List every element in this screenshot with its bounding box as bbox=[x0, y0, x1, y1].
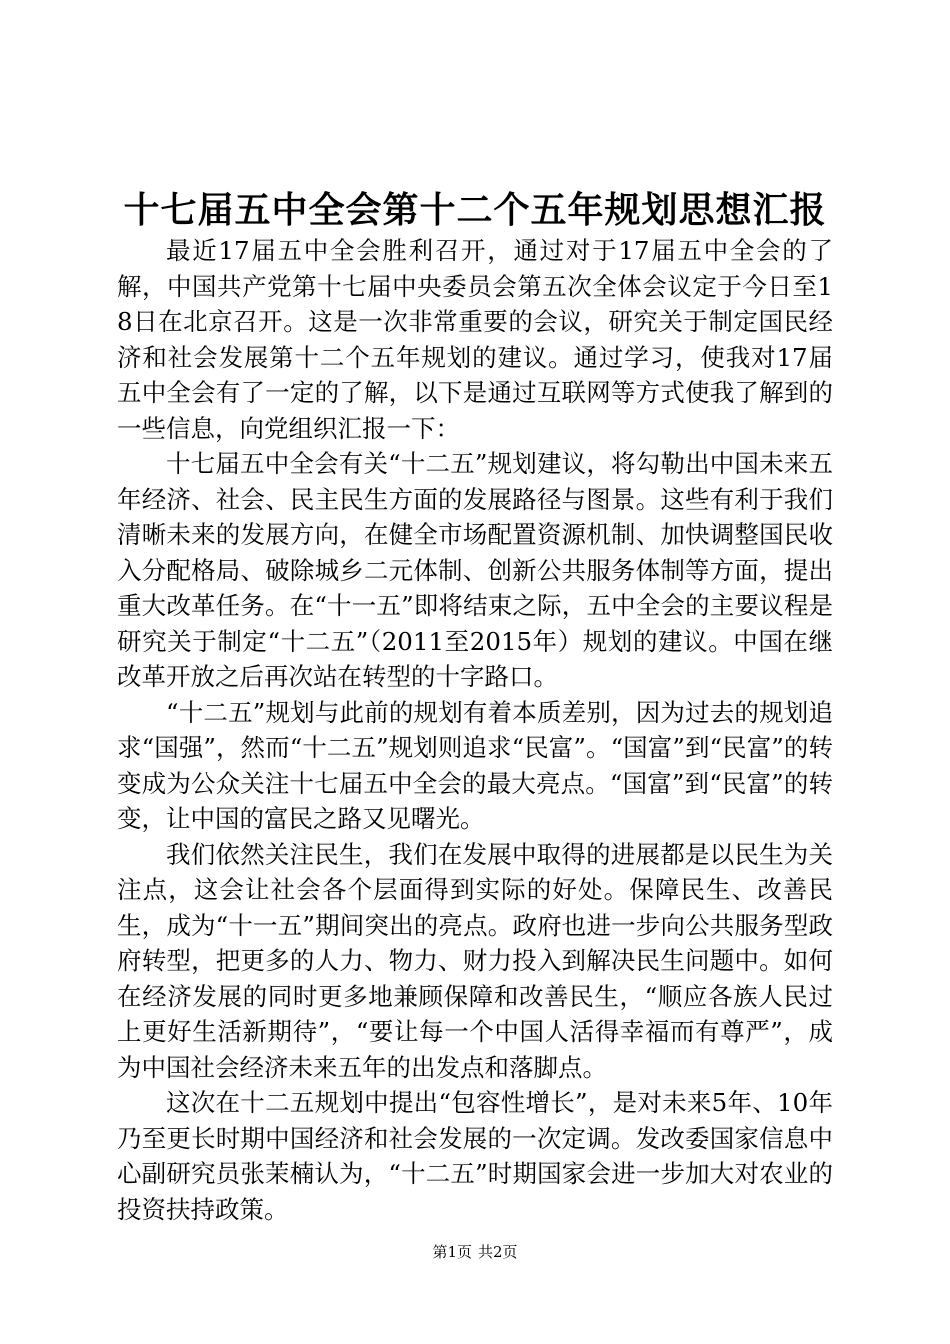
paragraph-1: 最近17届五中全会胜利召开，通过对于17届五中全会的了解，中国共产党第十七届中央委员会第五次全体会议定于今日至18日在北京召开。这是一次非常重要的会议，研究关于制定国民经济和社会发展第十二个五年规划的建议。通过学习，使我对17届五中全会有了一定的了解，以下是通过互联网等方式使我了解到的一些信息，向党组织汇报一下： bbox=[117, 236, 833, 443]
page-number-total: 共2页 bbox=[478, 1243, 518, 1261]
paragraph-4: 我们依然关注民生，我们在发展中取得的进展都是以民生为关注点，这会让社会各个层面得到实际的好处。保障民生、改善民生，成为“十一五”期间突出的亮点。政府也进一步向公共服务型政府转型，把更多的人力、物力、财力投入到解决民生问题中。如何在经济发展的同时更多地兼顾保障和改善民生，“顺应各族人民过上更好生活新期待”，“要让每一个中国人活得幸福而有尊严”，成为中国社会经济未来五年的出发点和落脚点。 bbox=[117, 839, 833, 1082]
paragraph-3: “十二五”规划与此前的规划有着本质差别，因为过去的规划追求“国强”，然而“十二五”规划则追求“民富”。“国富”到“民富”的转变成为公众关注十七届五中全会的最大亮点。“国富”到“民富”的转变，让中国的富民之路又见曙光。 bbox=[117, 697, 833, 833]
page-footer bbox=[0, 1242, 950, 1262]
document-body bbox=[117, 233, 833, 1227]
paragraph-2: 十七届五中全会有关“十二五”规划建议，将勾勒出中国未来五年经济、社会、民主民生方面的发展路径与图景。这些有利于我们清晰未来的发展方向，在健全市场配置资源机制、加快调整国民收入分配格局、破除城乡二元体制、创新公共服务体制等方面，提出重大改革任务。在“十一五”即将结束之际，五中全会的主要议程是研究关于制定“十二五”（2011至2015年）规划的建议。中国在继改革开放之后再次站在转型的十字路口。 bbox=[117, 449, 833, 691]
page-number-current: 第1页 bbox=[432, 1243, 472, 1261]
document-title: 十七届五中全会第十二个五年规划思想汇报 bbox=[123, 189, 827, 231]
paragraph-5: 这次在十二五规划中提出“包容性增长”，是对未来5年、10年乃至更长时期中国经济和社会发展的一次定调。发改委国家信息中心副研究员张茉楠认为，“十二五”时期国家会进一步加大对农业的投资扶持政策。 bbox=[117, 1088, 833, 1224]
